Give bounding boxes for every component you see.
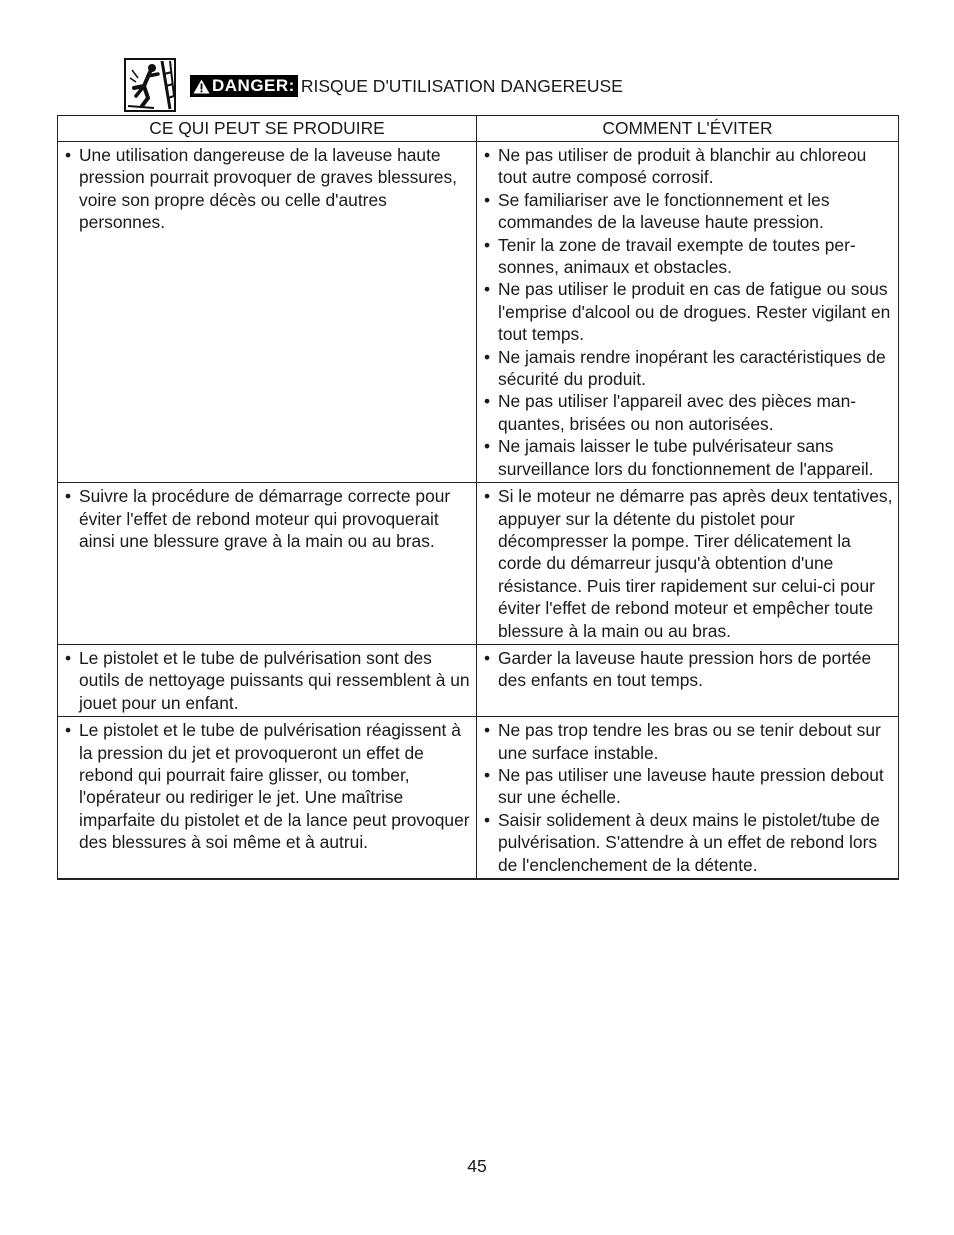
table-row [58,142,899,483]
prevention-cell [477,142,899,483]
list-item: • Garder la laveuse haute pression hors de portée des enfants en tout temps. [483,647,896,692]
danger-badge [190,75,298,97]
table-row [58,483,899,645]
list-item: • Ne jamais rendre inopérant les caractéristiques de sécurité du produit. [483,346,896,391]
list-item: • Ne pas utiliser l'appareil avec des pièces manquantes, brisées ou non autorisées. [483,390,896,435]
list-item: • Ne pas utiliser de produit à blanchir au chloreou tout autre composé corrosif. [483,144,896,189]
list-item: • Ne pas utiliser le produit en cas de fatigue ou sous l'emprise d'alcool ou de drogues. Rester vigilant en tout temps. [483,278,896,345]
risk-cell [58,644,477,716]
risk-cell [58,142,477,483]
table-header-row [58,116,899,142]
list-item: • Si le moteur ne démarre pas après deux tentatives, appuyer sur la détente du pistolet pour décompresser la pompe. Tirer délicatement la corde du démarreur jusqu'à obtention d'une résistance. Puis tirer rapidement sur celui-ci pour éviter l'effet de rebond moteur et empêcher toute blessure à la main ou au bras. [483,485,896,642]
signal-word-panel [190,75,623,97]
list-item: • Le pistolet et le tube de pulvérisation sont des outils de nettoyage puissants qui ressemblent à un jouet pour un enfant. [64,647,472,714]
list-item: • Une utilisation dangereuse de la laveuse haute pression pourrait provoquer de graves blessures, voire son propre décès ou celle d'autres personnes. [64,144,472,234]
table-row [58,717,899,879]
column-header-risk: CE QUI PEUT SE PRODUIRE [58,116,477,142]
signal-word: DANGER: [212,76,295,95]
list-item: • Saisir solidement à deux mains le pistolet/tube de pulvérisation. S'attendre à un effet de rebond lors de l'enclenchement de la détente. [483,809,896,876]
list-item: • Tenir la zone de travail exempte de toutes personnes, animaux et obstacles. [483,234,896,279]
prevention-cell [477,644,899,716]
hazard-header [124,57,623,113]
list-item: • Le pistolet et le tube de pulvérisation réagissent à la pression du jet et provoqueront un effet de rebond qui pourrait faire glisser, ou tomber, l'opérateur ou rediriger le jet. Une maîtrise imparfaite du pistolet et de la lance peut provoquer des blessures à soi même et à autrui. [64,719,472,853]
person-falling-from-ladder-icon [124,58,176,112]
hazard-table [57,115,899,880]
page-number: 45 [467,1156,487,1176]
list-item: • Ne jamais laisser le tube pulvérisateur sans surveillance lors du fonctionnement de l'appareil. [483,435,896,480]
list-item: • Ne pas utiliser une laveuse haute pression debout sur une échelle. [483,764,896,809]
column-header-prevention: COMMENT L'ÉVITER [477,116,899,142]
warning-triangle-icon [193,79,210,94]
list-item: • Se familiariser ave le fonctionnement et les commandes de la laveuse haute pression. [483,189,896,234]
hazard-title: RISQUE D'UTILISATION DANGEREUSE [300,75,623,96]
risk-cell [58,717,477,879]
risk-cell [58,483,477,645]
table-row [58,644,899,716]
prevention-cell [477,717,899,879]
prevention-cell [477,483,899,645]
list-item: • Ne pas trop tendre les bras ou se tenir debout sur une surface instable. [483,719,896,764]
list-item: • Suivre la procédure de démarrage correcte pour éviter l'effet de rebond moteur qui provoquerait ainsi une blessure grave à la main ou au bras. [64,485,472,552]
